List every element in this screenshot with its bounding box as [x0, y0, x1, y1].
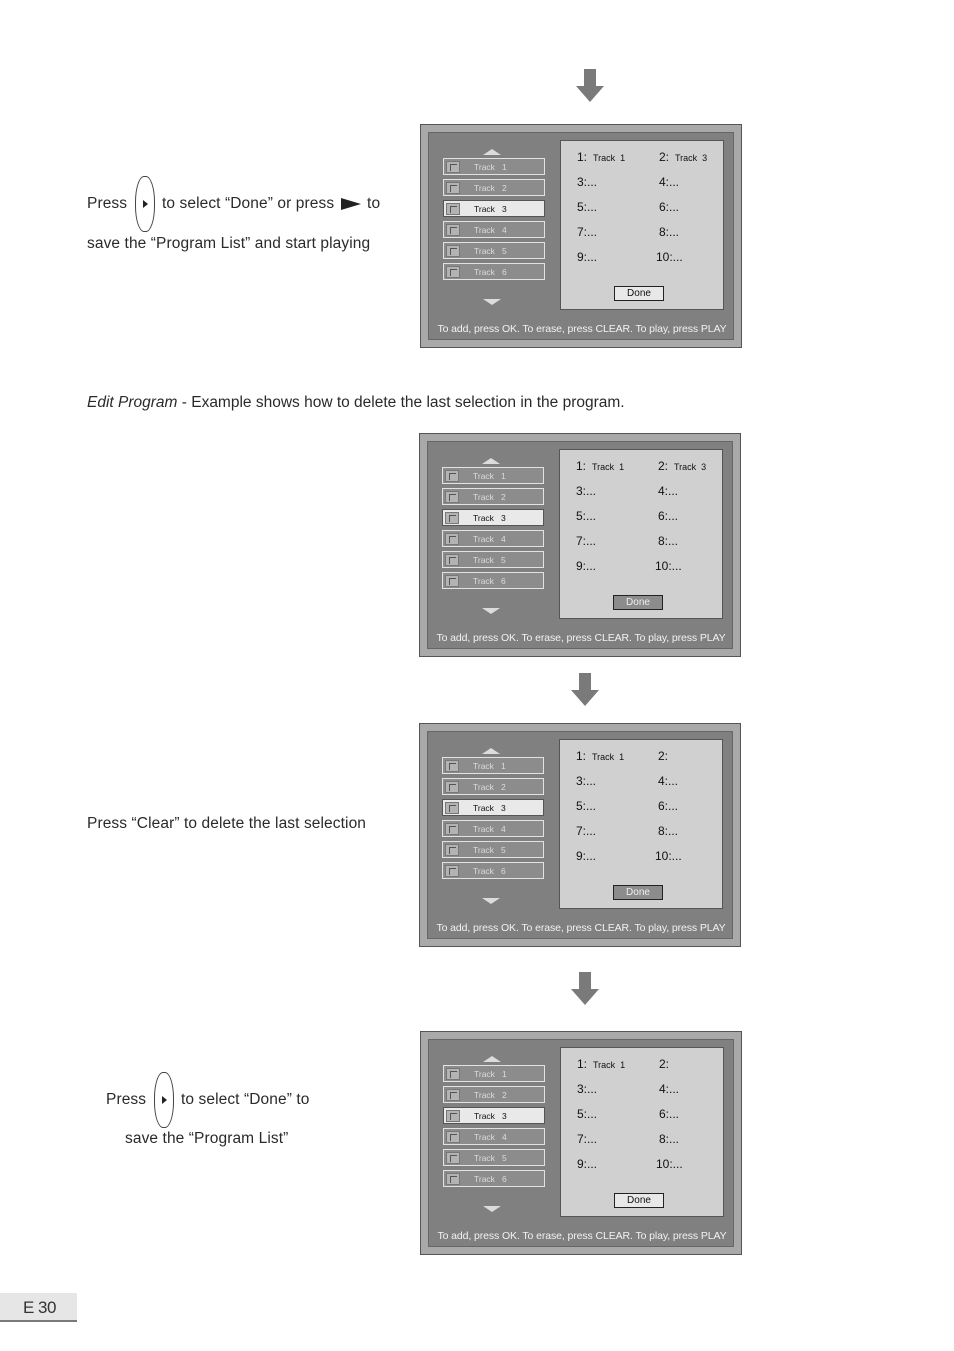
slot-number: 9:...: [577, 250, 598, 264]
slot-track: Track 1: [593, 1060, 626, 1070]
track-item[interactable]: [442, 467, 544, 484]
slot-number: 5:...: [576, 509, 597, 523]
program-slot-7: [576, 824, 596, 838]
track-label: Track 2: [474, 183, 507, 193]
program-slot-7: [576, 534, 596, 548]
right-key-icon: [154, 1072, 174, 1128]
slot-track: Track 1: [592, 462, 625, 472]
slot-number: 6:...: [658, 509, 679, 523]
slot-number: 10:...: [656, 1157, 683, 1171]
track-label: Track 5: [474, 246, 507, 256]
down-arrow-icon: [571, 673, 599, 707]
program-screen: [419, 433, 741, 657]
instruction-select-done: [106, 1072, 310, 1128]
slot-number: 9:...: [577, 1157, 598, 1171]
music-note-icon: [446, 224, 460, 236]
program-slot-3: [577, 1082, 597, 1096]
scroll-up-icon[interactable]: [483, 149, 501, 155]
slot-number: 4:...: [658, 484, 679, 498]
track-item[interactable]: [443, 1170, 545, 1187]
slot-number: 2:: [658, 459, 669, 473]
track-label: Track 5: [473, 555, 506, 565]
track-item[interactable]: [443, 1128, 545, 1145]
program-slot-10: [655, 849, 682, 863]
slot-number: 5:...: [577, 1107, 598, 1121]
music-note-icon: [445, 760, 459, 772]
screen-inner: [427, 441, 733, 649]
slot-number: 10:...: [655, 849, 682, 863]
program-list-panel: [560, 140, 724, 310]
music-note-icon: [446, 1152, 460, 1164]
track-label: Track 2: [474, 1090, 507, 1100]
track-label: Track 6: [473, 866, 506, 876]
track-label: Track 4: [474, 1132, 507, 1142]
scroll-up-icon[interactable]: [482, 458, 500, 464]
track-label: Track 3: [473, 803, 506, 813]
music-note-icon: [445, 470, 459, 482]
music-note-icon: [445, 823, 459, 835]
music-note-icon: [446, 266, 460, 278]
slot-number: 1:: [577, 150, 588, 164]
track-item[interactable]: [443, 1086, 545, 1103]
program-slot-6: [659, 1107, 679, 1121]
slot-number: 10:...: [655, 559, 682, 573]
instruction-text: to select “Done” to: [180, 1091, 310, 1109]
track-item[interactable]: [443, 263, 545, 280]
track-label: Track 1: [474, 1069, 507, 1079]
track-item[interactable]: [442, 530, 544, 547]
page-number: E 30: [23, 1298, 56, 1317]
program-slot-5: [577, 1107, 597, 1121]
program-slot-9: [576, 849, 596, 863]
help-text: To add, press OK. To erase, press CLEAR. To play, press PLAY: [437, 1230, 727, 1242]
program-slot-1: [577, 1057, 625, 1071]
track-item[interactable]: [443, 1149, 545, 1166]
track-label: Track 4: [474, 225, 507, 235]
done-button[interactable]: Done: [614, 286, 664, 301]
help-text: To add, press OK. To erase, press CLEAR. To play, press PLAY: [436, 922, 726, 934]
music-note-icon: [445, 512, 459, 524]
slot-number: 5:...: [577, 200, 598, 214]
program-slot-2: [658, 459, 706, 473]
slot-track: Track 1: [592, 752, 625, 762]
music-note-icon: [445, 491, 459, 503]
slot-number: 7:...: [576, 824, 597, 838]
music-note-icon: [445, 802, 459, 814]
music-note-icon: [445, 865, 459, 877]
instruction-text-line2: save the “Program List”: [125, 1130, 289, 1147]
slot-number: 2:: [659, 1057, 670, 1071]
slot-number: 8:...: [659, 1132, 680, 1146]
program-list-panel: [559, 739, 723, 909]
music-note-icon: [446, 182, 460, 194]
track-item[interactable]: [442, 862, 544, 879]
track-label: Track 5: [474, 1153, 507, 1163]
track-label: Track 1: [473, 761, 506, 771]
program-slot-1: [576, 459, 624, 473]
scroll-down-icon[interactable]: [482, 898, 500, 904]
slot-number: 4:...: [658, 774, 679, 788]
slot-track: Track 1: [593, 153, 626, 163]
track-item[interactable]: [442, 757, 544, 774]
track-label: Track 6: [474, 1174, 507, 1184]
program-slot-6: [658, 799, 678, 813]
slot-number: 2:: [658, 749, 669, 763]
done-button[interactable]: Done: [613, 885, 663, 900]
section-title: Edit Program: [87, 394, 178, 411]
music-note-icon: [446, 1131, 460, 1143]
program-slot-10: [656, 250, 683, 264]
slot-number: 4:...: [659, 1082, 680, 1096]
slot-number: 6:...: [659, 200, 680, 214]
track-item[interactable]: [442, 820, 544, 837]
slot-number: 1:: [576, 749, 587, 763]
track-label: Track 2: [473, 782, 506, 792]
slot-number: 2:: [659, 150, 670, 164]
slot-number: 1:: [576, 459, 587, 473]
music-note-icon: [445, 533, 459, 545]
slot-number: 3:...: [576, 484, 597, 498]
program-slot-8: [658, 534, 678, 548]
track-item[interactable]: [443, 1107, 545, 1124]
slot-track: Track 3: [675, 153, 708, 163]
program-slot-3: [576, 484, 596, 498]
slot-number: 8:...: [659, 225, 680, 239]
done-button[interactable]: Done: [613, 595, 663, 610]
track-item[interactable]: [442, 488, 544, 505]
music-note-icon: [446, 1089, 460, 1101]
program-slot-9: [576, 559, 596, 573]
instruction-select-done-play: [87, 176, 380, 232]
track-item[interactable]: [443, 1065, 545, 1082]
track-item[interactable]: [443, 179, 545, 196]
track-label: Track 3: [474, 1111, 507, 1121]
track-label: Track 1: [473, 471, 506, 481]
program-slot-10: [656, 1157, 683, 1171]
screen-inner: [427, 731, 733, 939]
program-screen: [419, 723, 741, 947]
program-slot-7: [577, 1132, 597, 1146]
program-slot-8: [659, 225, 679, 239]
instruction-clear: Press “Clear” to delete the last selection: [87, 815, 367, 832]
program-list-panel: [559, 449, 723, 619]
instruction-press: Press: [106, 1091, 147, 1109]
music-note-icon: [445, 781, 459, 793]
music-note-icon: [446, 1110, 460, 1122]
track-label: Track 1: [474, 162, 507, 172]
slot-number: 10:...: [656, 250, 683, 264]
slot-number: 8:...: [658, 534, 679, 548]
program-slot-10: [655, 559, 682, 573]
help-text: To add, press OK. To erase, press CLEAR. To play, press PLAY: [436, 632, 726, 644]
track-label: Track 4: [473, 534, 506, 544]
scroll-down-icon[interactable]: [482, 608, 500, 614]
track-label: Track 2: [473, 492, 506, 502]
program-slot-8: [658, 824, 678, 838]
down-arrow-icon: [576, 69, 604, 103]
done-button[interactable]: Done: [614, 1193, 664, 1208]
music-note-icon: [445, 844, 459, 856]
screen-inner: [428, 1039, 734, 1247]
slot-number: 7:...: [577, 1132, 598, 1146]
program-slot-5: [576, 509, 596, 523]
instruction-text: to select “Done” or press: [161, 195, 335, 213]
program-slot-4: [658, 484, 678, 498]
section-description: - Example shows how to delete the last selection in the program.: [177, 394, 625, 411]
slot-track: Track 3: [674, 462, 707, 472]
screen-inner: [428, 132, 734, 340]
slot-number: 3:...: [577, 175, 598, 189]
music-note-icon: [446, 245, 460, 257]
help-text: To add, press OK. To erase, press CLEAR. To play, press PLAY: [437, 323, 727, 335]
scroll-down-icon[interactable]: [483, 1206, 501, 1212]
music-note-icon: [446, 1173, 460, 1185]
slot-number: 7:...: [576, 534, 597, 548]
instruction-text: to: [367, 195, 381, 213]
slot-number: 9:...: [576, 849, 597, 863]
section-heading: [87, 394, 625, 412]
slot-number: 5:...: [576, 799, 597, 813]
slot-number: 9:...: [576, 559, 597, 573]
program-slot-2: [658, 749, 674, 763]
program-slot-1: [577, 150, 625, 164]
program-screen: [420, 1031, 742, 1255]
track-item[interactable]: [442, 572, 544, 589]
instruction-text-line2: save the “Program List” and start playing: [87, 235, 371, 252]
program-slot-4: [659, 175, 679, 189]
slot-number: 8:...: [658, 824, 679, 838]
program-slot-7: [577, 225, 597, 239]
track-label: Track 6: [473, 576, 506, 586]
program-slot-5: [576, 799, 596, 813]
slot-number: 6:...: [658, 799, 679, 813]
program-slot-1: [576, 749, 624, 763]
slot-number: 3:...: [577, 1082, 598, 1096]
program-slot-9: [577, 1157, 597, 1171]
slot-number: 6:...: [659, 1107, 680, 1121]
track-label: Track 6: [474, 267, 507, 277]
track-item[interactable]: [442, 509, 544, 526]
program-slot-5: [577, 200, 597, 214]
track-label: Track 3: [474, 204, 507, 214]
scroll-down-icon[interactable]: [483, 299, 501, 305]
slot-number: 3:...: [576, 774, 597, 788]
program-slot-4: [659, 1082, 679, 1096]
music-note-icon: [446, 161, 460, 173]
track-item[interactable]: [442, 841, 544, 858]
page-number-tab: [0, 1293, 77, 1322]
program-slot-6: [659, 200, 679, 214]
program-slot-9: [577, 250, 597, 264]
program-slot-2: [659, 1057, 675, 1071]
program-slot-6: [658, 509, 678, 523]
scroll-up-icon[interactable]: [482, 748, 500, 754]
track-label: Track 5: [473, 845, 506, 855]
down-arrow-icon: [571, 972, 599, 1006]
slot-number: 7:...: [577, 225, 598, 239]
scroll-up-icon[interactable]: [483, 1056, 501, 1062]
track-item[interactable]: [443, 242, 545, 259]
program-slot-8: [659, 1132, 679, 1146]
track-label: Track 3: [473, 513, 506, 523]
track-item[interactable]: [443, 158, 545, 175]
program-slot-2: [659, 150, 707, 164]
slot-number: 1:: [577, 1057, 588, 1071]
right-key-icon: [135, 176, 155, 232]
music-note-icon: [446, 1068, 460, 1080]
music-note-icon: [445, 554, 459, 566]
track-item[interactable]: [442, 778, 544, 795]
track-item[interactable]: [442, 551, 544, 568]
music-note-icon: [445, 575, 459, 587]
track-item[interactable]: [443, 221, 545, 238]
track-item[interactable]: [442, 799, 544, 816]
play-icon: [341, 198, 361, 210]
program-slot-4: [658, 774, 678, 788]
program-screen: [420, 124, 742, 348]
music-note-icon: [446, 203, 460, 215]
program-slot-3: [577, 175, 597, 189]
program-slot-3: [576, 774, 596, 788]
instruction-press: Press: [87, 195, 128, 213]
track-item[interactable]: [443, 200, 545, 217]
slot-number: 4:...: [659, 175, 680, 189]
track-label: Track 4: [473, 824, 506, 834]
program-list-panel: [560, 1047, 724, 1217]
